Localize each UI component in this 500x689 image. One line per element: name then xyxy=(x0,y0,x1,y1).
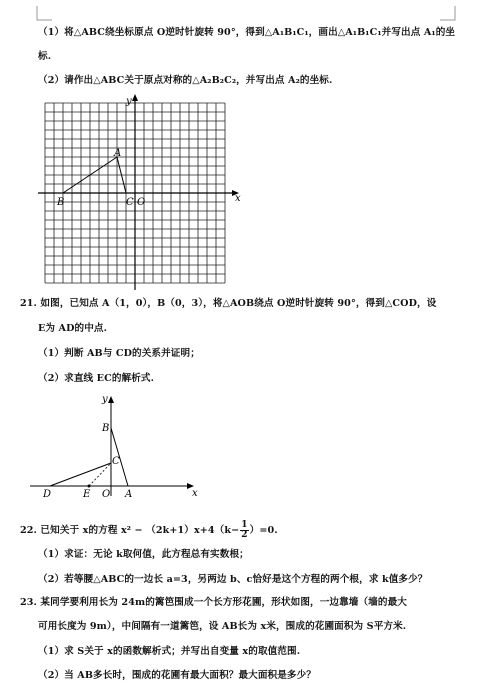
q21-segment-ec xyxy=(89,463,111,486)
q20-part1-line2: 标. xyxy=(38,51,52,62)
q20-label-b: B xyxy=(57,197,65,208)
q21-part1: （1）判断 AB与 CD的关系并证明； xyxy=(38,348,200,359)
q21-label-c: C xyxy=(112,456,120,467)
q21-point-e xyxy=(88,485,91,488)
q21-figure xyxy=(30,392,210,502)
corner-mark-top-right xyxy=(440,6,456,24)
q20-label-c: C xyxy=(126,197,134,208)
q21-label-o: O xyxy=(102,489,111,500)
q21-label-a: A xyxy=(125,489,133,500)
q22-stem xyxy=(20,521,278,540)
q21-part2: （2）求直线 EC的解析式. xyxy=(38,373,155,384)
corner-mark-top-left xyxy=(36,6,52,24)
q23-stem-line2: 可用长度为 9m），中间隔有一道篱笆，设 AB长为 x米，围成的花圃面积为 S平方米. xyxy=(38,621,407,632)
q20-label-y: y xyxy=(126,96,132,107)
q20-grid-figure xyxy=(30,94,250,290)
q23-part2: （2）当 AB多长时，围成的花圃有最大面积？最大面积是多少？ xyxy=(38,670,317,681)
q22-fraction-one-half xyxy=(240,521,248,540)
q21-label-b: B xyxy=(102,423,110,434)
q20-part1-line1: （1）将△ABC绕坐标原点 O逆时针旋转 90°，得到△A₁B₁C₁，画出△A₁B₁C₁并写出点 A₁的坐 xyxy=(38,27,456,38)
q22-fraction-numerator: 1 xyxy=(241,520,248,530)
q23-part1: （1）求 S关于 x的函数解析式；并写出自变量 x的取值范围. xyxy=(38,646,301,657)
q23-stem-line1: 23. 某同学要利用长为 24m的篱笆围成一个长方形花圃，形状如图，一边靠墙（墙的最大 xyxy=(20,597,407,608)
q22-stem-end: ）=0. xyxy=(249,525,278,536)
q20-part2: （2）请作出△ABC关于原点对称的△A₂B₂C₂，并写出点 A₂的坐标. xyxy=(38,75,333,86)
q20-label-x: x xyxy=(235,193,241,204)
q21-stem-line2: E为 AD的中点. xyxy=(38,323,108,334)
q22-stem-start: 22. 已知关于 x的方程 x² − （2k+1）x+4（k− xyxy=(20,525,240,536)
q21-label-x: x xyxy=(192,488,198,499)
q20-y-axis-arrow xyxy=(132,94,138,101)
q21-label-e: E xyxy=(83,489,91,500)
q22-fraction-denominator: 2 xyxy=(241,530,248,540)
q20-label-a: A xyxy=(114,148,122,159)
q22-part2: （2）若等腰△ABC的一边长 a=3，另两边 b、c恰好是这个方程的两个根，求 k值多少？ xyxy=(38,574,428,585)
q21-segment-dc xyxy=(50,463,111,486)
q21-label-d: D xyxy=(43,489,52,500)
q21-label-y: y xyxy=(102,394,108,405)
q22-part1: （1）求证：无论 k取何值，此方程总有实数根； xyxy=(38,549,249,560)
q21-stem-line1: 21. 如图，已知点 A（1，0），B（0，3），将△AOB绕点 O逆时针旋转 90°，得到△COD，设 xyxy=(20,298,437,309)
q21-y-axis-arrow xyxy=(108,396,114,403)
q20-label-o: O xyxy=(137,197,146,208)
